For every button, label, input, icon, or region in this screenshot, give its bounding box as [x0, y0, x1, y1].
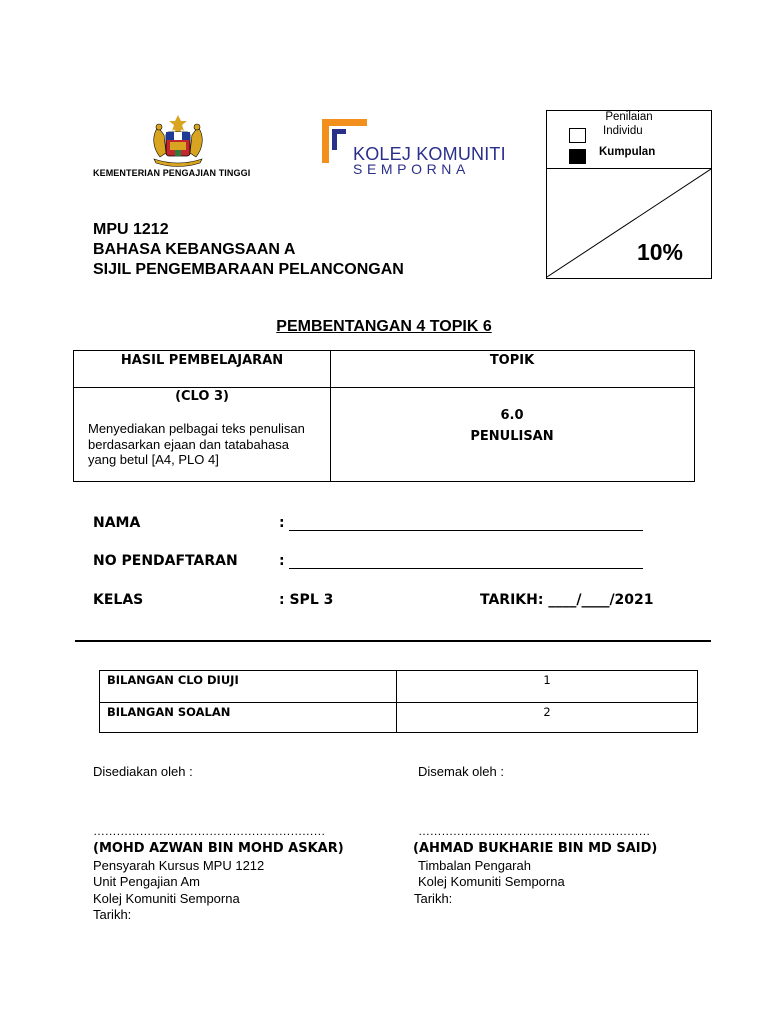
class-value: : SPL 3 [279, 592, 334, 608]
registration-label: NO PENDAFTARAN [93, 553, 238, 569]
checked-by-label: Disemak oleh : [418, 764, 504, 779]
topic-number: 6.0 [500, 408, 524, 423]
question-count-label: BILANGAN SOALAN [107, 705, 231, 719]
clo-description: Menyediakan pelbagai teks penulisan berdasarkan ejaan dan tatabahasa yang betul [A4, PLO 4] [88, 421, 305, 467]
checker-position: Timbalan Pengarah [418, 857, 531, 873]
checker-college: Kolej Komuniti Semporna [418, 874, 565, 889]
registration-field[interactable] [289, 568, 643, 569]
group-checkbox[interactable] [569, 149, 586, 164]
course-subject: BAHASA KEBANGSAAN A [93, 241, 296, 258]
assessment-type-section [547, 111, 711, 169]
preparer-date: Tarikh: [93, 907, 132, 922]
assessment-weight: 10% [636, 239, 683, 265]
course-program: SIJIL PENGEMBARAAN PELANCONGAN [93, 261, 404, 278]
table-row [100, 671, 697, 702]
assessment-box [546, 110, 712, 279]
clo-count-table [99, 670, 698, 733]
individual-label: Individu [603, 125, 643, 137]
college-location: SEMPORNA [353, 161, 470, 177]
assessment-title: Penilaian [605, 111, 653, 123]
ministry-name: KEMENTERIAN PENGAJIAN TINGGI [93, 168, 251, 178]
coat-of-arms-logo [146, 113, 210, 169]
checker-block [413, 841, 657, 907]
clo-code: (CLO 3) [175, 389, 229, 404]
preparer-block [93, 841, 344, 924]
checker-date: Tarikh: [414, 890, 453, 906]
date-field[interactable]: TARIKH: ____/____/2021 [480, 592, 654, 608]
registration-colon: : [279, 553, 285, 569]
learning-outcome-header: HASIL PEMBELAJARAN [120, 353, 284, 368]
preparer-college: Kolej Komuniti Semporna [93, 890, 240, 906]
clo-count-label: BILANGAN CLO DIUJI [107, 673, 239, 687]
preparer-unit: Unit Pengajian Am [93, 874, 200, 889]
name-field[interactable] [289, 530, 643, 531]
assignment-title: PEMBENTANGAN 4 TOPIK 6 [276, 318, 492, 335]
section-divider [75, 640, 711, 642]
name-label: NAMA [93, 515, 141, 531]
name-colon: : [279, 515, 285, 531]
college-name: KOLEJ KOMUNITI [353, 144, 506, 164]
diagonal-divider [547, 169, 711, 278]
table-row [100, 702, 697, 733]
clo-count-value: 1 [543, 673, 551, 687]
table-divider [74, 387, 694, 388]
prepared-by-label: Disediakan oleh : [93, 764, 193, 779]
checker-name: (AHMAD BUKHARIE BIN MD SAID) [413, 841, 658, 856]
learning-outcome-table [73, 350, 695, 482]
topic-header: TOPIK [489, 353, 535, 368]
preparer-name: (MOHD AZWAN BIN MOHD ASKAR) [93, 841, 344, 856]
course-heading [93, 220, 404, 280]
checker-signature-line[interactable]: …………………………………………………… [418, 824, 651, 838]
group-label: Kumpulan [599, 146, 656, 158]
question-count-value: 2 [543, 705, 551, 719]
preparer-position: Pensyarah Kursus MPU 1212 [93, 857, 265, 873]
class-label: KELAS [93, 592, 144, 608]
course-code: MPU 1212 [93, 221, 169, 238]
individual-checkbox[interactable] [569, 128, 586, 143]
preparer-signature-line[interactable]: …………………………………………………… [93, 824, 326, 838]
topic-name: PENULISAN [470, 429, 554, 444]
